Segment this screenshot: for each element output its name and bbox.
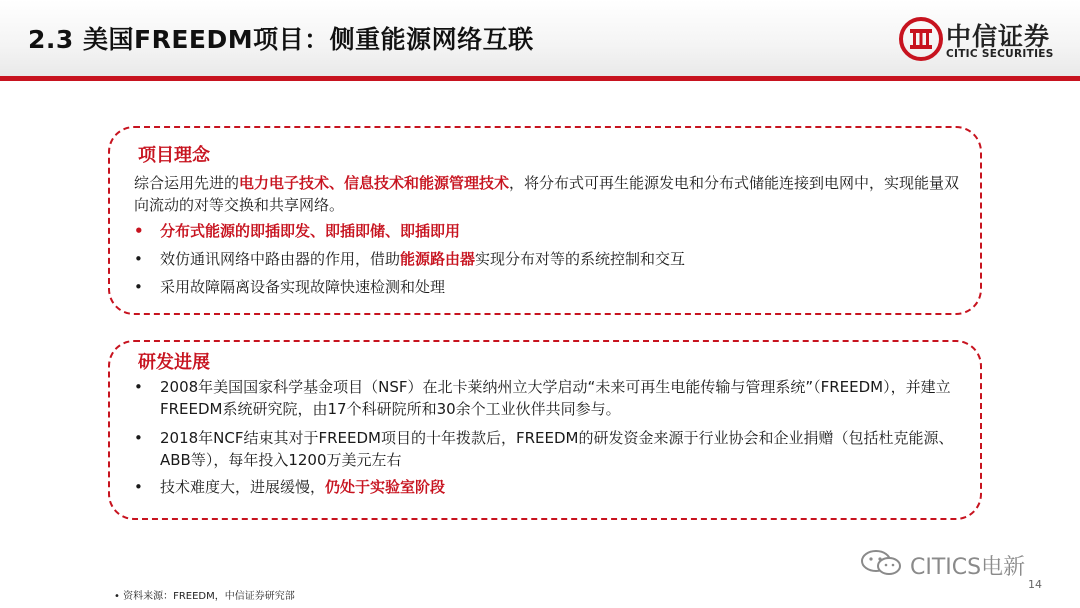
citic-emblem-icon	[898, 16, 944, 62]
concept-bullet-3-text: 采用故障隔离设备实现故障快速检测和处理	[160, 278, 446, 296]
bullet-dot: •	[134, 429, 143, 447]
progress-bullet-1-text: 2008年美国国家科学基金项目（NSF）在北卡莱纳州立大学启动“未来可再生电能传输与管理系统”（FREEDM），并建立FREEDM系统研究院，由17个科研院所和30余个工业伙伴共同参与。	[160, 378, 951, 418]
concept-bullet-2-highlight: 能源路由器	[400, 250, 476, 268]
progress-bullet-3-prefix: 技术难度大，进展缓慢，	[160, 478, 326, 496]
progress-bullet-2	[134, 427, 970, 471]
progress-bullet-3-highlight: 仍处于实验室阶段	[325, 478, 446, 496]
concept-paragraph	[134, 172, 970, 216]
source-footnote: • 资料来源：FREEDM，中信证券研究部	[114, 591, 295, 602]
concept-heading: 项目理念	[134, 141, 214, 167]
progress-heading: 研发进展	[134, 348, 214, 374]
concept-bullet-2	[134, 248, 970, 270]
progress-bullet-1	[134, 376, 970, 420]
progress-bullet-2-text: 2018年NCF结束其对于FREEDM项目的十年拨款后，FREEDM的研发资金来源于行业协会和企业捐赠（包括杜克能源、ABB等），每年投入1200万美元左右	[160, 429, 954, 469]
citic-logo	[898, 16, 1066, 64]
concept-bullet-3	[134, 276, 970, 298]
bullet-dot: •	[134, 478, 143, 496]
concept-para-prefix: 综合运用先进的	[134, 174, 240, 192]
concept-bullet-2-suffix: 实现分布对等的系统控制和交互	[475, 250, 686, 268]
wechat-icon	[860, 549, 904, 577]
bullet-dot: •	[134, 378, 143, 396]
logo-english: CITIC SECURITIES	[946, 48, 1054, 60]
logo-chinese: 中信证券	[946, 22, 1051, 51]
concept-bullet-1	[134, 220, 970, 242]
wechat-watermark	[860, 547, 1070, 579]
progress-bullet-3	[134, 476, 970, 498]
concept-para-highlight: 电力电子技术、信息技术和能源管理技术	[239, 174, 510, 192]
header-rule	[0, 76, 1080, 81]
bullet-dot: •	[134, 222, 144, 240]
page-number: 14	[1028, 578, 1042, 591]
bullet-dot: •	[134, 250, 143, 268]
concept-bullet-2-prefix: 效仿通讯网络中路由器的作用，借助	[160, 250, 401, 268]
concept-para-suffix: ，将分布式可再生能源发电和分布式储能连接到电网中，实现能量双向流动的对等交换和共享网络。	[134, 174, 960, 214]
watermark-text: CITICS电新	[910, 555, 1026, 580]
page-title: 2.3 美国FREEDM项目：侧重能源网络互联	[28, 25, 534, 54]
bullet-dot: •	[134, 278, 143, 296]
concept-bullet-1-text: 分布式能源的即插即发、即插即储、即插即用	[160, 222, 461, 240]
